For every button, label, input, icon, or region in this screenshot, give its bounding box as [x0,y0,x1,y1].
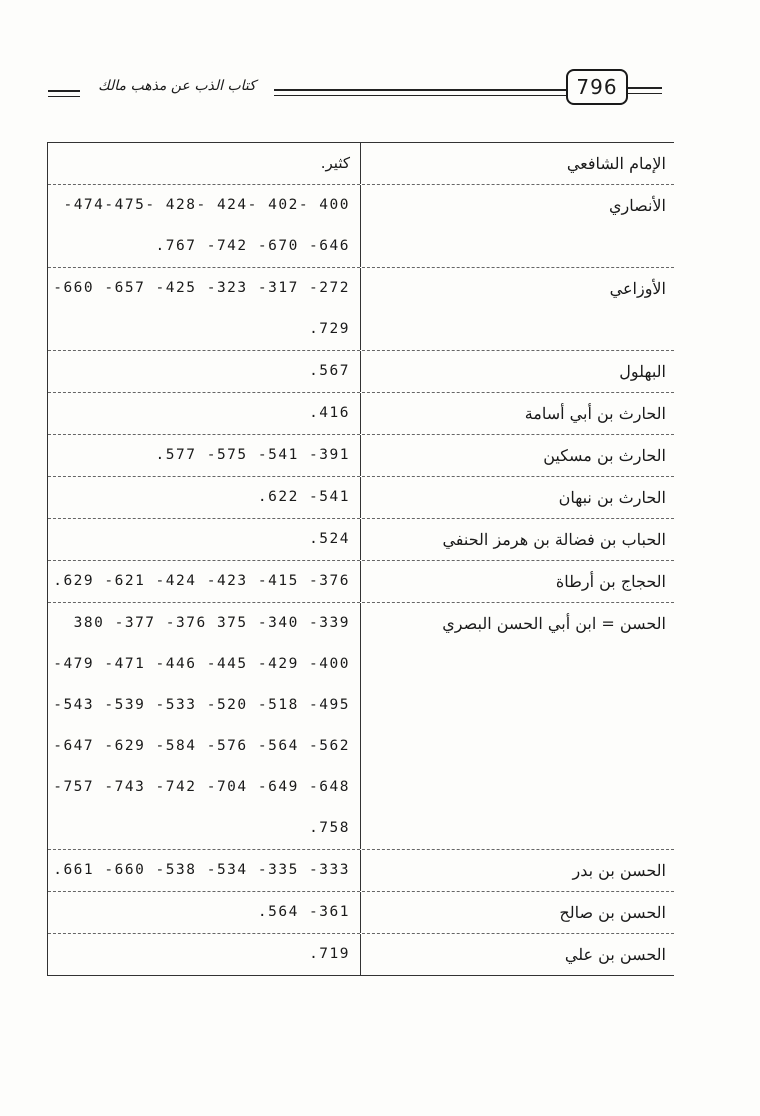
entry-name: الحباب بن فضالة بن هرمز الحنفي [442,530,666,549]
header-rule-left-thin [48,96,80,97]
page-references [48,477,361,518]
page-references [48,934,361,975]
table-row [48,143,674,185]
page-reference-line: 562- 564- 576- 584- 629- 647- [53,738,350,754]
entry-name: الأوزاعي [609,279,666,298]
book-title: كتاب الذب عن مذهب مالك [98,78,256,94]
entry-name: الحجاج بن أرطاة [555,572,666,591]
page-reference-line: 339- 340- 375 376- 377- 380 [73,615,350,631]
page-references [48,435,361,476]
page-references [48,892,361,933]
page-references [48,393,361,434]
page-references [48,603,361,849]
page-reference-line: 646- 670- 742- 767. [155,238,350,254]
entry-name: الحارث بن أبي أسامة [524,404,666,423]
page-reference-line: 758. [309,820,350,836]
page-references [48,519,361,560]
page-reference-line: 567. [309,363,350,379]
table-row [48,185,674,268]
index-table [47,142,674,976]
page-references [48,185,361,267]
header-rule-left [48,90,80,92]
page-reference-line: كثير. [320,154,350,172]
entry-name: الحارث بن نبهان [558,488,666,507]
page-reference-line: 729. [309,321,350,337]
table-row [48,603,674,850]
entry-name: الحسن = ابن أبي الحسن البصري [442,614,666,633]
entry-name: الأنصاري [608,196,666,215]
entry-name: الحسن بن علي [564,945,666,964]
entry-name: الحارث بن مسكين [543,446,666,465]
page-reference-line: 333- 335- 534- 538- 660- 661. [53,862,350,878]
header-rule-middle-thin [274,95,568,96]
page-reference-line: 272- 317- 323- 425- 657- 660- [53,280,350,296]
header-rule-right-thin [628,93,662,94]
page-reference-line: 719. [309,946,350,962]
entry-name: الحسن بن بدر [572,861,666,880]
page-references [48,351,361,392]
table-row [48,892,674,934]
page-references [48,561,361,602]
table-row [48,393,674,435]
page-reference-line: 541- 622. [257,489,350,505]
page-references [48,268,361,350]
page-reference-line: 376- 415- 423- 424- 621- 629. [53,573,350,589]
page-reference-line: 524. [309,531,350,547]
table-row [48,561,674,603]
table-row [48,519,674,561]
table-row [48,934,674,975]
page-number: 796 [566,69,628,105]
page-reference-line: 400- 429- 445- 446- 471- 479- [53,656,350,672]
page-references [48,143,361,184]
table-row [48,435,674,477]
entry-name: الحسن بن صالح [559,903,666,922]
page-reference-line: 361- 564. [257,904,350,920]
header-rule-right [628,87,662,89]
table-row [48,850,674,892]
entry-name: الإمام الشافعي [566,154,666,173]
header-rule-middle [274,89,568,91]
page-reference-line: 400 -402 -424 -428 -474-475- [63,197,350,213]
page-reference-line: 416. [309,405,350,421]
page-reference-line: 495- 518- 520- 533- 539- 543- [53,697,350,713]
entry-name: البهلول [619,362,666,381]
table-row [48,351,674,393]
page-references [48,850,361,891]
table-row [48,477,674,519]
table-row [48,268,674,351]
page-reference-line: 391- 541- 575- 577. [155,447,350,463]
page-reference-line: 648- 649- 704- 742- 743- 757- [53,779,350,795]
